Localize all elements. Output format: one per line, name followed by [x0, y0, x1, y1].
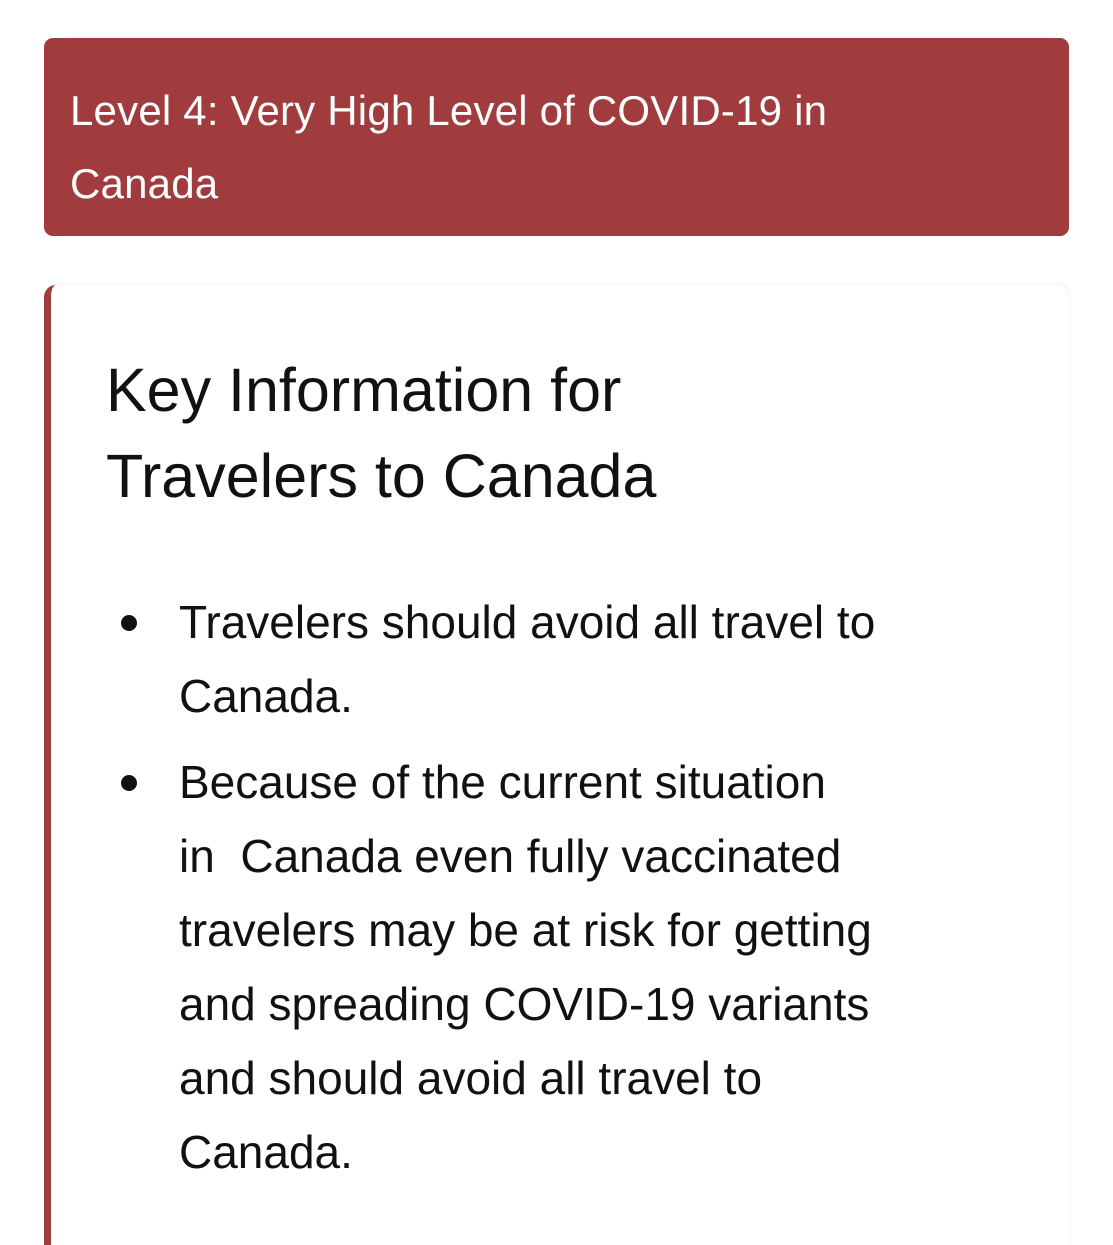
text-line: in Canada even fully vaccinated: [179, 830, 842, 882]
text-line: and spreading COVID-19 variants: [179, 978, 870, 1030]
text-line: Travelers should avoid all travel to: [179, 596, 876, 648]
text-line: travelers may be at risk for getting: [179, 904, 872, 956]
level-title-line: Canada: [70, 160, 219, 207]
list-item: [51, 585, 989, 733]
text-line: Canada.: [179, 670, 353, 722]
key-information-card: [44, 285, 1069, 1245]
level-title: [70, 74, 1043, 220]
text-line: and should avoid all travel to: [179, 1052, 763, 1104]
list-item-text: [179, 745, 989, 1189]
bullet-icon: [121, 775, 137, 791]
key-information-list: [51, 585, 989, 1201]
list-item-text: [179, 585, 989, 733]
heading-line: Travelers to Canada: [106, 442, 657, 510]
list-item: [51, 745, 989, 1189]
level-title-line: Level 4: Very High Level of COVID-19 in: [70, 87, 828, 134]
heading-line: Key Information for: [106, 356, 622, 424]
bullet-icon: [121, 615, 137, 631]
travel-level-banner: [44, 38, 1069, 236]
key-information-heading: [106, 347, 786, 519]
text-line: Canada.: [179, 1126, 353, 1178]
text-line: Because of the current situation: [179, 756, 826, 808]
